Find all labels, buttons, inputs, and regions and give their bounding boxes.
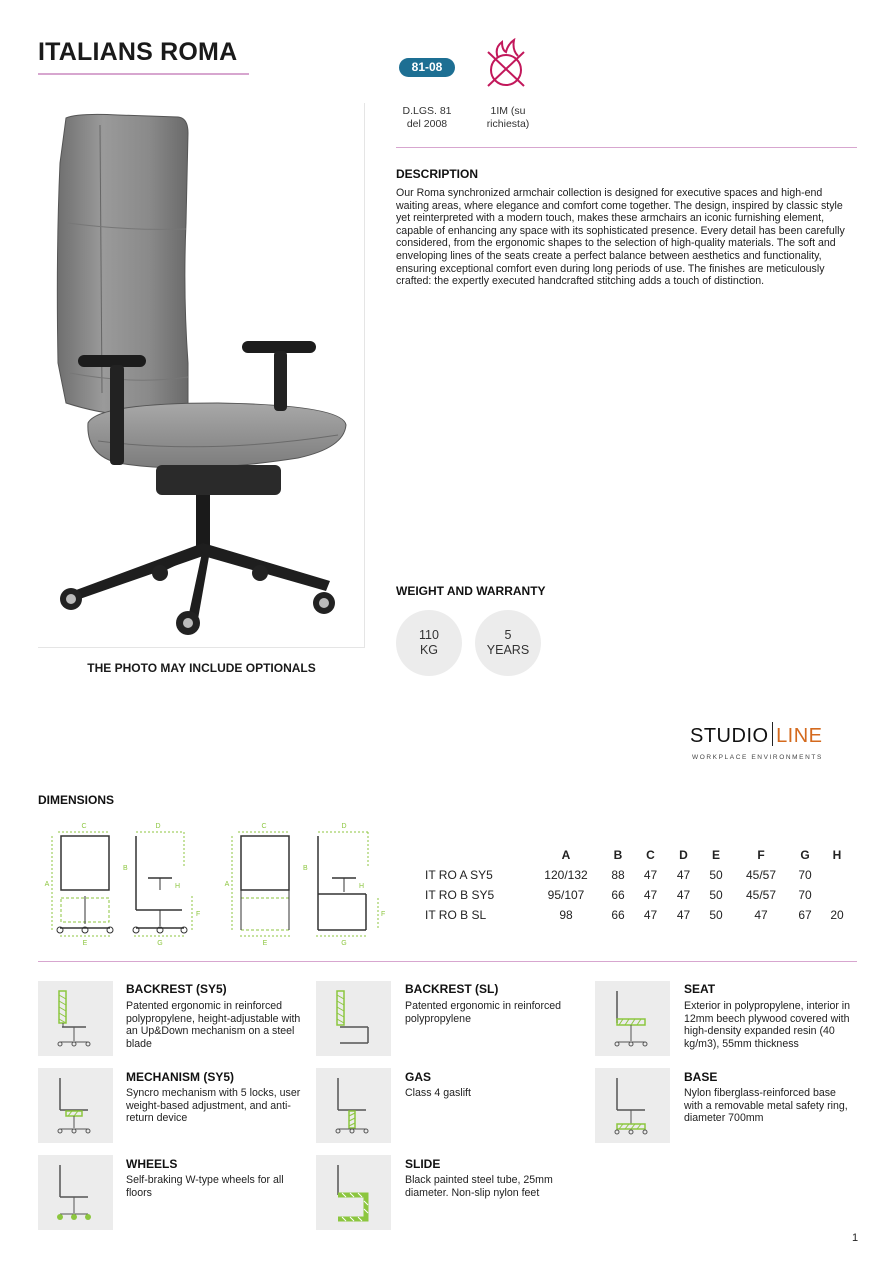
label-b: B [303,865,308,872]
header-e: E [711,848,720,862]
title-underline [38,73,249,75]
table-row [425,865,854,885]
logo-tagline: WORKPLACE ENVIRONMENTS [692,754,823,761]
logo-divider [772,722,774,746]
cell-c: 47 [643,908,658,922]
header-a: A [561,848,571,862]
label-c: C [81,823,87,830]
dlgs-label: D.LGS. 81 del 2008 [402,105,452,130]
feature-text: Patented ergonomic in reinforced polypropylene, height-adjustable with an Up&Down mechanism on a steel blade [126,1000,301,1050]
feature-title: BASE [684,1070,718,1084]
feature-text: Patented ergonomic in reinforced polypropylene [405,1000,562,1025]
label-h: H [175,883,181,890]
warranty-unit: YEARS [486,643,530,657]
label-b: B [123,865,128,872]
product-title: ITALIANS ROMA [38,38,238,66]
wheels-icon [38,1155,113,1230]
feature-text: Black painted steel tube, 25mm diameter. Non-slip nylon feet [405,1174,553,1199]
feature-title: BACKREST (SL) [405,982,499,996]
cell-c: 47 [643,868,658,882]
cell-e: 50 [709,888,723,902]
label-c: C [261,823,267,830]
backrest-sl-icon [316,981,391,1056]
seat-icon [595,981,670,1056]
feature-image-base [595,1068,670,1143]
label-d: D [341,823,347,830]
cell-b: 66 [611,888,625,902]
cell-c: 47 [643,888,658,902]
feature-text: Exterior in polypropylene, interior in 12mm beech plywood covered with high-density expanded resin (40 kg/m3), 55mm thickness [684,1000,851,1050]
base-icon [595,1068,670,1143]
cell-h [820,885,854,905]
studioline-logo [690,722,823,764]
divider [38,961,857,962]
dimension-diagram-front-sl [218,818,303,948]
label-d: D [155,823,161,830]
no-fire-icon [484,38,528,88]
dimensions-table [425,845,854,925]
dimension-diagram-front-sy5 [38,818,123,948]
description-heading: DESCRIPTION [396,167,479,181]
cell-h: 20 [830,908,844,922]
weight-circle [396,610,462,676]
cell-d: 47 [676,908,691,922]
feature-text: Self-braking W-type wheels for all floors [126,1174,284,1199]
cell-a: 120/132 [544,868,588,882]
model-name: IT RO B SL [425,908,487,922]
feature-title: GAS [405,1070,432,1084]
model-name: IT RO B SY5 [425,888,495,902]
feature-image-seat [595,981,670,1056]
feature-text: Syncro mechanism with 5 locks, user weight-based adjustment, and anti-return device [126,1087,301,1124]
label-a: A [44,881,50,888]
cell-b: 88 [611,868,625,882]
cell-f: 45/57 [745,888,777,902]
weight-warranty-heading: WEIGHT AND WARRANTY [396,584,546,598]
mechanism-icon [38,1068,113,1143]
header-model [425,845,530,865]
photo-caption: THE PHOTO MAY INCLUDE OPTIONALS [87,661,316,675]
cell-d: 47 [676,888,691,902]
cell-g: 67 [798,908,812,922]
logo-studio: STUDIO [690,725,769,747]
feature-title: MECHANISM (SY5) [126,1070,235,1084]
warranty-value: 5 [504,628,512,642]
feature-text: Nylon fiberglass-reinforced base with a removable metal safety ring, diameter 700mm [684,1087,848,1124]
label-e: E [262,940,268,947]
feature-title: WHEELS [126,1157,178,1171]
weight-value: 110 [419,628,439,642]
label-e: E [82,940,88,947]
label-g: G [157,940,163,947]
model-name: IT RO A SY5 [425,868,493,882]
warranty-circle [475,610,541,676]
header-d: D [679,848,688,862]
feature-image-backrest-sy5 [38,981,113,1056]
feature-image-mechanism [38,1068,113,1143]
dlgs-badge: 81-08 [399,58,455,77]
divider [396,147,857,148]
feature-title: BACKREST (SY5) [126,982,227,996]
label-a: A [224,881,230,888]
cell-a: 95/107 [547,888,585,902]
cell-h [820,865,854,885]
table-row [425,905,854,925]
cell-b: 66 [611,908,625,922]
backrest-sy5-icon [38,981,113,1056]
feature-title: SLIDE [405,1157,441,1171]
header-f: F [757,848,765,862]
feature-image-backrest-sl [316,981,391,1056]
table-row [425,885,854,905]
label-h: H [359,883,365,890]
cell-e: 50 [709,908,723,922]
header-h: H [832,848,842,862]
feature-text: Class 4 gaslift [405,1087,471,1099]
label-f: F [196,911,201,918]
gaslift-icon [316,1068,391,1143]
feature-title: SEAT [684,982,716,996]
dimension-diagram-side-sy5 [120,818,205,948]
label-f: F [381,911,386,918]
dimension-diagram-side-sl [300,818,388,948]
feature-image-slide [316,1155,391,1230]
header-c: C [646,848,655,862]
header-g: G [800,848,810,862]
slide-icon [316,1155,391,1230]
table-header-row [425,845,854,865]
label-g: G [341,940,347,947]
feature-image-gas [316,1068,391,1143]
cell-d: 47 [676,868,691,882]
weight-unit: KG [419,643,439,657]
feature-image-wheels [38,1155,113,1230]
chair-image [38,103,365,648]
logo-line: LINE [776,725,823,747]
cell-e: 50 [709,868,723,882]
cell-g: 70 [798,888,812,902]
header-b: B [613,848,623,862]
page-number: 1 [852,1232,859,1244]
cell-f: 47 [754,908,768,922]
description-text: Our Roma synchronized armchair collection is designed for executive spaces and high-end waiting areas, where elegance and comfort come together. The design, inspired by classic style yet reinterpreted with a modern touch, makes these armchairs an iconic furnishing element, capable of enhancing any space with its sophisticated presence. Every detail has been carefully considered, from the ergonomic shapes to the selection of high-quality materials. The soft and enveloping lines of the seats create a perfect balance between aesthetics and functionality, ensuring exceptional comfort even during long periods of use. The finishes are meticulously crafted: the expertly executed handcrafted stitching adds a touch of distinction. [396,187,845,288]
fire-class-label: 1IM (su richiesta) [486,105,530,130]
product-photo [38,103,365,648]
cell-g: 70 [798,868,812,882]
cell-f: 45/57 [745,868,777,882]
cell-a: 98 [559,908,573,922]
dimensions-heading: DIMENSIONS [38,793,115,807]
